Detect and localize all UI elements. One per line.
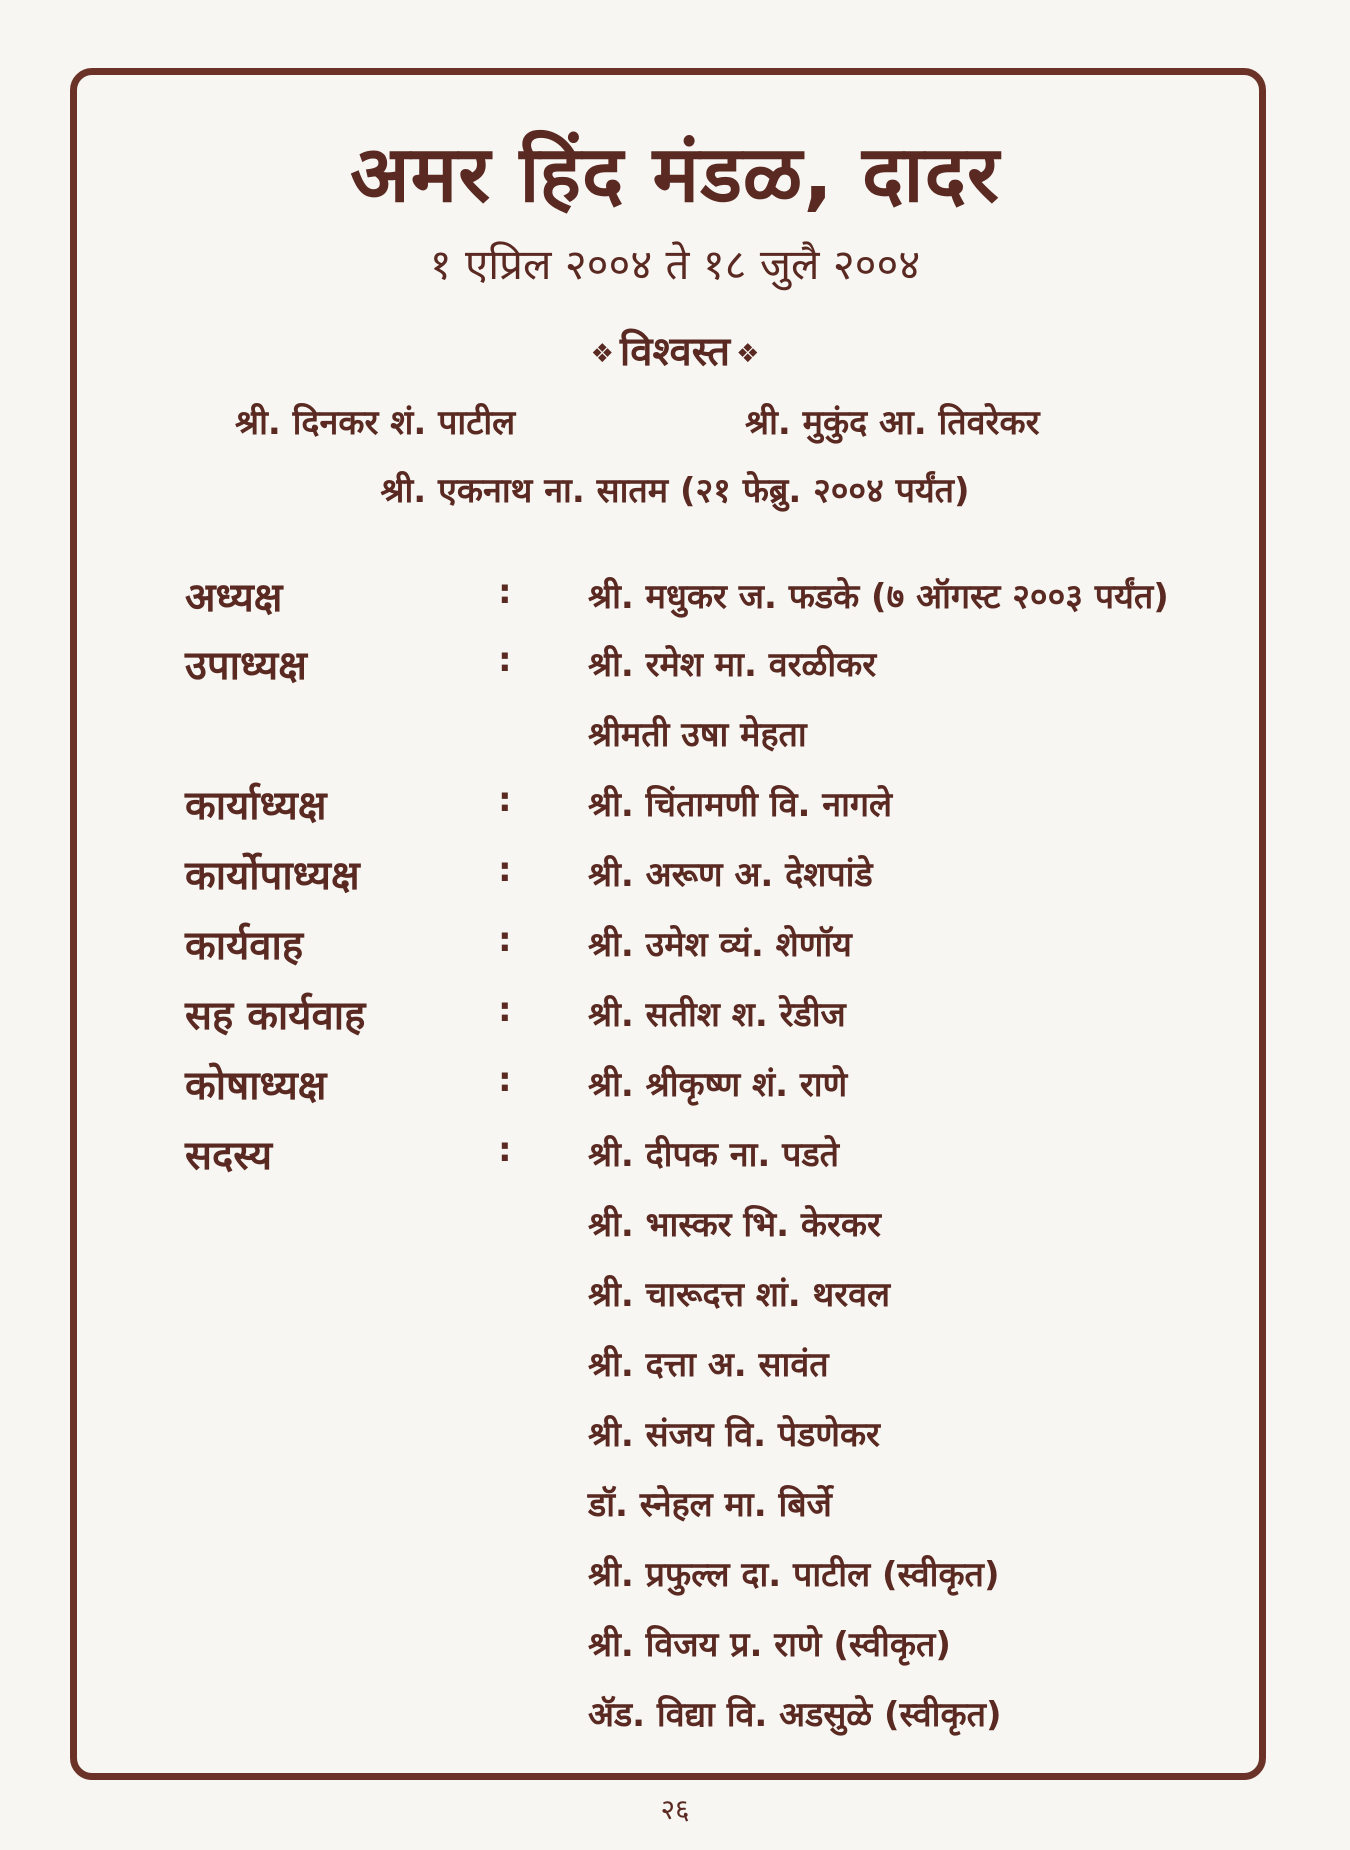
- role-president: अध्यक्ष: [185, 575, 283, 621]
- page-number: २६: [660, 1793, 690, 1826]
- role-separator: :: [498, 572, 512, 612]
- role-members: सदस्य: [185, 1133, 273, 1179]
- executive-vice-president-name: श्री. अरूण अ. देशपांडे: [588, 855, 873, 895]
- role-separator: :: [498, 780, 512, 820]
- member-name: श्री. प्रफुल्ल दा. पाटील (स्वीकृत): [588, 1555, 1000, 1595]
- role-separator: :: [498, 990, 512, 1030]
- member-name: श्री. विजय प्र. राणे (स्वीकृत): [588, 1625, 951, 1665]
- trustee-3: श्री. एकनाथ ना. सातम (२१ फेब्रु. २००४ पर्यंत): [380, 471, 970, 511]
- trustees-heading: [0, 322, 1350, 377]
- president-name: श्री. मधुकर ज. फडके (७ ऑगस्ट २००३ पर्यंत): [588, 577, 1169, 617]
- role-vice-president: उपाध्यक्ष: [185, 643, 307, 689]
- date-range: १ एप्रिल २००४ ते १८ जुलै २००४: [429, 240, 921, 289]
- member-name: श्री. भास्कर भि. केरकर: [588, 1205, 881, 1245]
- executive-president-name: श्री. चिंतामणी वि. नागले: [588, 785, 893, 825]
- trustee-1: श्री. दिनकर शं. पाटील: [235, 403, 516, 443]
- member-name: श्री. दीपक ना. पडते: [588, 1135, 840, 1175]
- member-name: श्री. दत्ता अ. सावंत: [588, 1345, 829, 1385]
- role-separator: :: [498, 920, 512, 960]
- role-treasurer: कोषाध्यक्ष: [185, 1063, 327, 1109]
- member-name: श्री. संजय वि. पेडणेकर: [588, 1415, 880, 1455]
- vice-president-name-2: श्रीमती उषा मेहता: [588, 715, 807, 755]
- vice-president-name-1: श्री. रमेश मा. वरळीकर: [588, 645, 877, 685]
- role-separator: :: [498, 1130, 512, 1170]
- member-name: ॲड. विद्या वि. अडसुळे (स्वीकृत): [588, 1695, 1002, 1735]
- role-separator: :: [498, 1060, 512, 1100]
- member-name: डॉ. स्नेहल मा. बिर्जे: [588, 1485, 832, 1525]
- role-separator: :: [498, 640, 512, 680]
- member-name: श्री. चारूदत्त शां. थरवल: [588, 1275, 891, 1315]
- role-executive-vice-president: कार्योपाध्यक्ष: [185, 853, 360, 899]
- role-separator: :: [498, 850, 512, 890]
- joint-secretary-name: श्री. सतीश श. रेडीज: [588, 995, 846, 1035]
- trustee-2: श्री. मुकुंद आ. तिवरेकर: [745, 403, 1040, 443]
- trustees-heading-label: विश्वस्त: [619, 329, 731, 375]
- role-secretary: कार्यवाह: [185, 923, 304, 969]
- diamond-star-icon: ❖: [736, 339, 760, 369]
- treasurer-name: श्री. श्रीकृष्ण शं. राणे: [588, 1065, 848, 1105]
- role-executive-president: कार्याध्यक्ष: [185, 783, 327, 829]
- diamond-star-icon: ❖: [590, 339, 614, 369]
- role-joint-secretary: सह कार्यवाह: [185, 993, 366, 1039]
- organization-title: अमर हिंद मंडळ, दादर: [350, 130, 1000, 220]
- secretary-name: श्री. उमेश व्यं. शेणॉय: [588, 925, 852, 965]
